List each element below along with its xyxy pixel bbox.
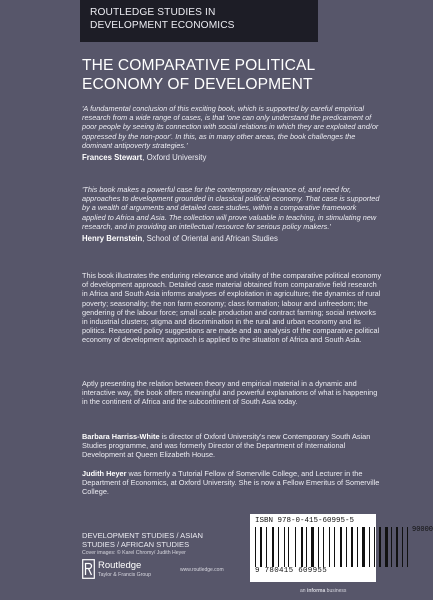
description-paragraph-2: Aptly presenting the relation between theory and empirical material in a dynamic and interactive way, the book offers meaningful and powerful explanations of what is happening in the continent of Africa and the subcontinent of South Asia today. xyxy=(82,379,378,407)
subject-line-2: STUDIES / AFRICAN STUDIES xyxy=(82,540,190,549)
description-paragraph-1: This book illustrates the enduring relevance and vitality of the comparative political economy of development approach. Detailed case material obtained from comparative field research in Africa and South Asia informs analyses of exploitation in agriculture; the dynamics of rural poverty; seasonality; the non farm economy; class formation; labour and unfreedom; the gendering of the labour force; small scale production and contract farming; social networks in industrial clusters; stigma and discrimination in the rural and urban economy and its politics. Reasoned policy suggestions are made and an analysis of the comparative political economy of development approach is applied to the situation of Africa and South Asia. xyxy=(82,271,382,345)
routledge-logo-icon xyxy=(82,559,95,579)
isbn-text: ISBN 978-0-415-60995-5 xyxy=(255,517,355,525)
review-1-name: Frances Stewart xyxy=(82,153,143,163)
review-2-quote: 'This book makes a powerful case for the contemporary relevance of, and need for, approaches to development grounded in classical political economy. That case is supported by a wealth of arguments and detailed case studies, within a comparative framework applied to Africa and Asia. The collection will prove valuable in teaching, in stimulating new research, and in providing an intellectual resource for serious policy makers.' xyxy=(82,185,380,231)
bio-2-text: was formerly a Tutorial Fellow of Somerville College, and Lecturer in the Department of Economics, at Oxford University. She is now a Fellow Emeritus of Somerville College. xyxy=(82,469,380,497)
publisher-name: Routledge xyxy=(98,560,142,571)
review-2 xyxy=(82,185,382,244)
subject-line-1: DEVELOPMENT STUDIES / ASIAN xyxy=(82,531,203,540)
informa-suffix: business xyxy=(325,588,347,594)
cover-credit: Cover images: © Karel Chromy/ Judith Heyer xyxy=(82,550,186,556)
review-1 xyxy=(82,104,382,163)
series-line-2: DEVELOPMENT ECONOMICS xyxy=(90,20,235,31)
review-1-attribution xyxy=(82,153,382,163)
bio-1-name: Barbara Harriss-White xyxy=(82,432,160,441)
title-line-2: ECONOMY OF DEVELOPMENT xyxy=(82,76,313,93)
review-1-affiliation: , Oxford University xyxy=(142,153,207,163)
review-2-name: Henry Bernstein xyxy=(82,234,143,244)
bio-2 xyxy=(82,469,382,497)
title-line-1: THE COMPARATIVE POLITICAL xyxy=(82,57,316,74)
review-2-affiliation: , School of Oriental and African Studies xyxy=(142,234,278,244)
book-title xyxy=(82,56,382,94)
subject-categories xyxy=(82,531,252,549)
publisher-group: Taylor & Francis Group xyxy=(98,572,152,578)
series-band xyxy=(80,0,318,42)
informa-brand: informa xyxy=(306,588,326,594)
ean-number: 9 780415 609955 xyxy=(255,567,328,575)
bio-1-text: is director of Oxford University's new Contemporary South Asian Studies programme, and was formerly Director of the Department of International Development at Queen Elizabeth House. xyxy=(82,432,371,460)
informa-prefix: an xyxy=(300,588,307,594)
review-2-attribution xyxy=(82,234,382,244)
series-line-1: ROUTLEDGE STUDIES IN xyxy=(90,7,216,18)
publisher-url: www.routledge.com xyxy=(180,567,224,573)
informa-tagline xyxy=(300,588,346,594)
review-1-quote: 'A fundamental conclusion of this exciting book, which is supported by careful empirical research from a wide range of cases, is that 'one can only understand the predicament of poor people by seeing its connection with social relations in which they are exploited and/or oppressed by the non-poor'. In this, as in many other areas, the book challenges the dominant antipoverty strategies.' xyxy=(82,104,379,150)
price-code: 90000 xyxy=(412,526,433,534)
bio-2-name: Judith Heyer xyxy=(82,469,127,478)
bio-1 xyxy=(82,432,382,460)
barcode-panel xyxy=(250,514,433,582)
barcode-icon xyxy=(255,527,412,567)
